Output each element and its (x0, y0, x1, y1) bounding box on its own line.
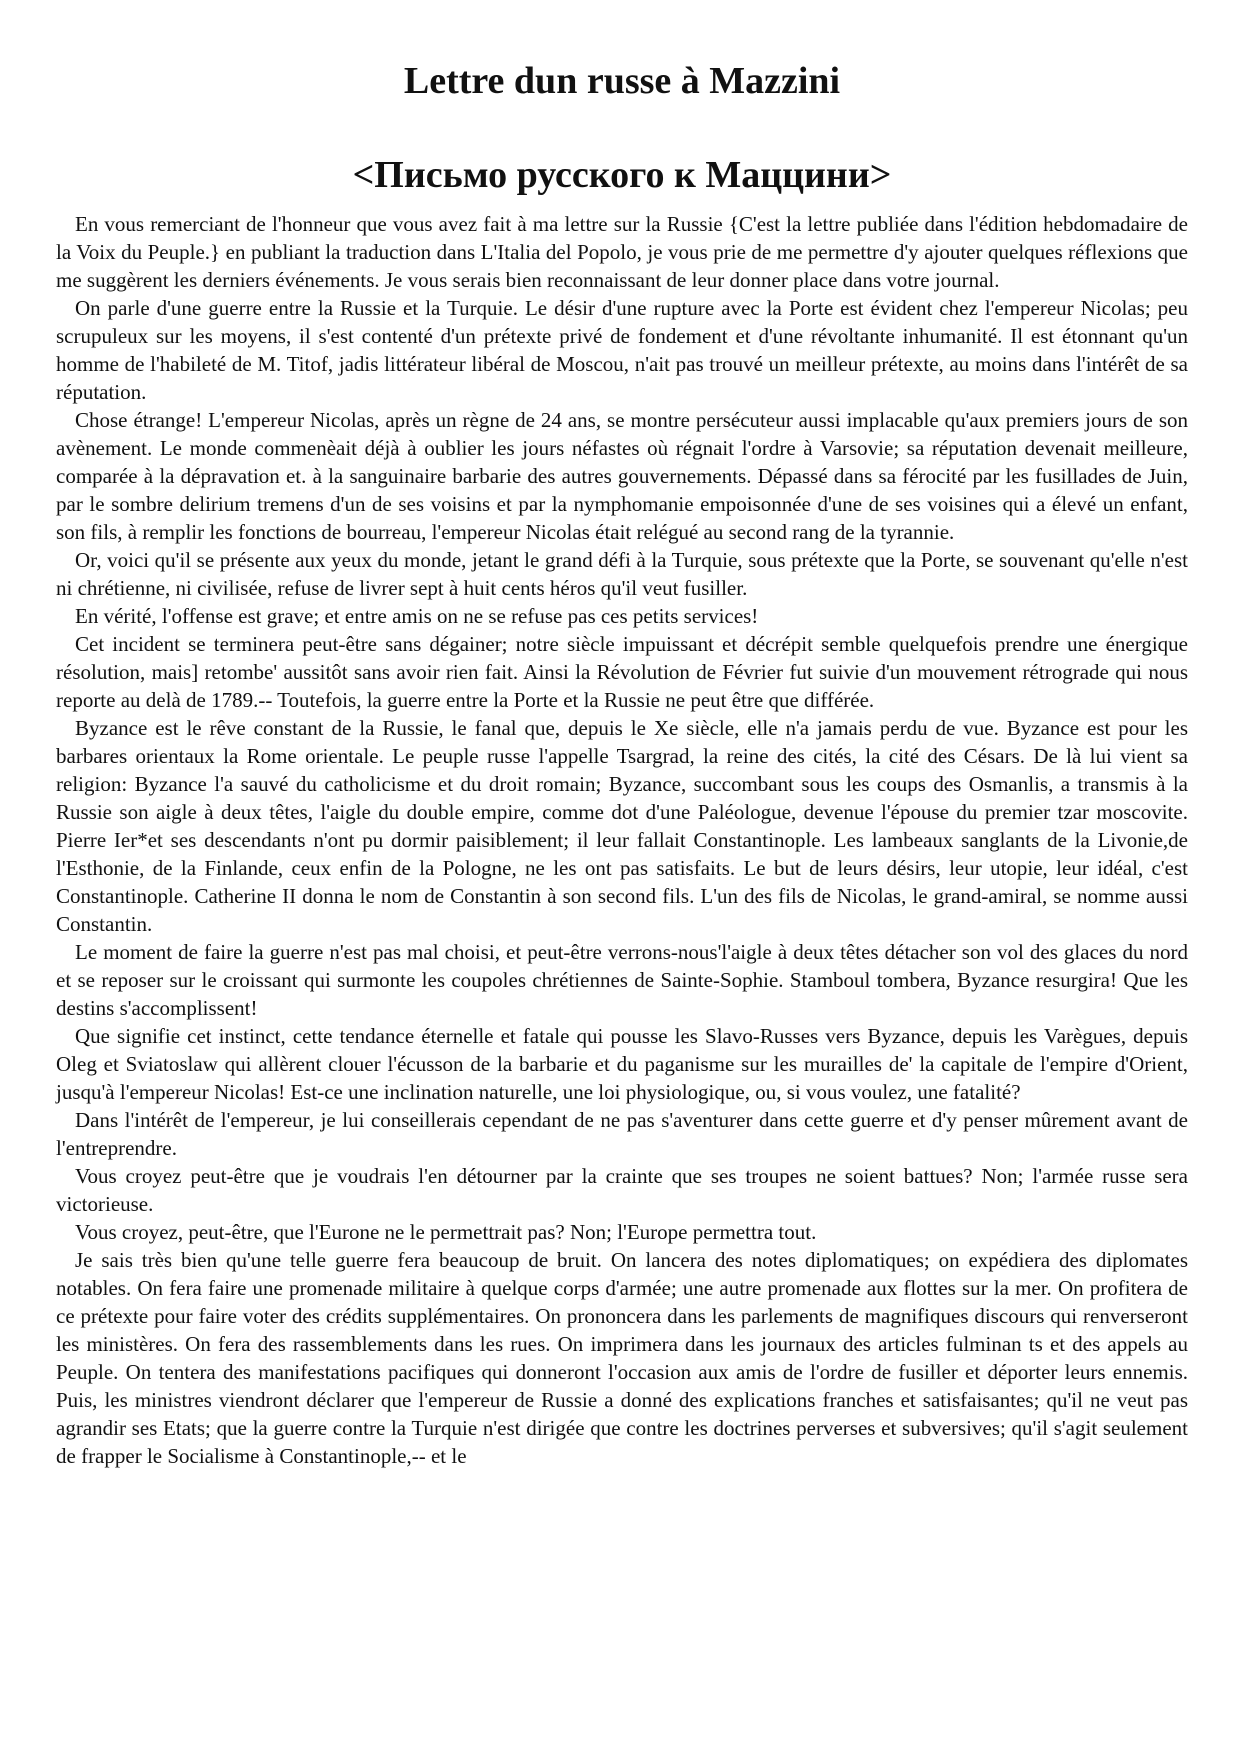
paragraph: Or, voici qu'il se présente aux yeux du monde, jetant le grand défi à la Turquie, sous prétexte que la Porte, se souvenant qu'elle n'est ni chrétienne, ni civilisée, refuse de livrer sept à huit cents héros qu'il veut fusiller. (56, 548, 1188, 600)
paragraph: Le moment de faire la guerre n'est pas mal choisi, et peut-être verrons-nous'l'aigle à deux têtes détacher son vol des glaces du nord et se reposer sur le croissant qui surmonte les coupoles chrétiennes de Sainte-Sophie. Stamboul tombera, Byzance resurgira! Que les destins s'accomplissent! (56, 940, 1188, 1020)
paragraph: On parle d'une guerre entre la Russie et la Turquie. Le désir d'une rupture avec la Porte est évident chez l'empereur Nicolas; peu scrupuleux sur les moyens, il s'est contenté d'un prétexte privé de fondement et d'une révoltante inhumanité. Il est étonnant qu'un homme de l'habileté de M. Titof, jadis littérateur libéral de Moscou, n'ait pas trouvé un meilleur prétexte, au moins dans l'intérêt de sa réputation. (56, 296, 1188, 404)
document-body (56, 210, 1188, 1470)
paragraph: Je sais très bien qu'une telle guerre fera beaucoup de bruit. On lancera des notes diplomatiques; on expédiera des diplomates notables. On fera faire une promenade militaire à quelque corps d'armée; une autre promenade aux flottes sur la mer. On profitera de ce prétexte pour faire voter des crédits supplémentaires. On prononcera dans les parlements de magnifiques discours qui renverseront les ministères. On fera des rassemblements dans les rues. On imprimera dans les journaux des articles fulminan ts et des appels au Peuple. On tentera des manifestations pacifiques qui donneront l'occasion aux amis de l'ordre de fusiller et déporter leurs ennemis. Puis, les ministres viendront déclarer que l'empereur de Russie a donné des explications franches et satisfaisantes; qu'il ne veut pas agrandir ses Etats; que la guerre contre la Turquie n'est dirigée que contre les doctrines perverses et subversives; qu'il s'agit seulement de frapper le Socialisme à Constantinople,-- et le (56, 1248, 1188, 1468)
document-subtitle: <Письмо русского к Маццини> (352, 154, 892, 196)
paragraph: Chose étrange! L'empereur Nicolas, après un règne de 24 ans, se montre persécuteur aussi implacable qu'aux premiers jours de son avènement. Le monde commenèait déjà à oublier les jours néfastes où régnait l'ordre à Varsovie; sa réputation devenait meilleure, comparée à la dépravation et. à la sanguinaire barbarie des autres gouvernements. Dépassé dans sa férocité par les fusillades de Juin, par le sombre delirium tremens d'un de ses voisins et par la nymphomanie empoisonnée d'une de ses voisines qui a élevé un enfant, son fils, à remplir les fonctions de bourreau, l'empereur Nicolas était relégué au second rang de la tyrannie. (56, 408, 1188, 544)
paragraph: Cet incident se terminera peut-être sans dégainer; notre siècle impuissant et décrépit semble quelquefois prendre une énergique résolution, mais] retombe' aussitôt sans avoir rien fait. Ainsi la Révolution de Février fut suivie d'un mouvement rétrograde qui nous reporte au delà de 1789.-- Toutefois, la guerre entre la Porte et la Russie ne peut être que différée. (56, 632, 1188, 712)
paragraph: Dans l'intérêt de l'empereur, je lui conseillerais cependant de ne pas s'aventurer dans cette guerre et d'y penser mûrement avant de l'entreprendre. (56, 1108, 1188, 1160)
paragraph: Que signifie cet instinct, cette tendance éternelle et fatale qui pousse les Slavo-Russes vers Byzance, depuis les Varègues, depuis Oleg et Sviatoslaw qui allèrent clouer l'écusson de la barbarie et du paganisme sur les murailles de' la capitale de l'empire d'Orient, jusqu'à l'empereur Nicolas! Est-ce une inclination naturelle, une loi physiologique, ou, si vous voulez, une fatalité? (56, 1024, 1188, 1104)
paragraph: En vous remerciant de l'honneur que vous avez fait à ma lettre sur la Russie {C'est la lettre publiée dans l'édition hebdomadaire de la Voix du Peuple.} en publiant la traduction dans L'Italia del Popolo, je vous prie de me permettre d'y ajouter quelques réflexions que me suggèrent les derniers événements. Je vous serais bien reconnaissant de leur donner place dans votre journal. (56, 212, 1188, 292)
paragraph: Byzance est le rêve constant de la Russie, le fanal que, depuis le Xe siècle, elle n'a jamais perdu de vue. Byzance est pour les barbares orientaux la Rome orientale. Le peuple russe l'appelle Tsargrad, la reine des cités, la cité des Césars. De là lui vient sa religion: Byzance l'a sauvé du catholicisme et du droit romain; Byzance, succombant sous les coups des Osmanlis, a transmis à la Russie son aigle à deux têtes, l'aigle du double empire, comme dot d'une Paléologue, devenue l'épouse du premier tzar moscovite. Pierre Ier*et ses descendants n'ont pu dormir paisiblement; il leur fallait Constantinople. Les lambeaux sanglants de la Livonie,de l'Esthonie, de la Finlande, ceux enfin de la Pologne, ne les ont pas satisfaits. Le but de leurs désirs, leur utopie, leur idéal, c'est Constantinople. Catherine II donna le nom de Constantin à son second fils. L'un des fils de Nicolas, le grand-amiral, se nomme aussi Constantin. (56, 716, 1188, 936)
document-title: Lettre dun russe à Mazzini (403, 60, 841, 102)
paragraph: Vous croyez peut-être que je voudrais l'en détourner par la crainte que ses troupes ne soient battues? Non; l'armée russe sera victorieuse. (56, 1164, 1188, 1216)
paragraph: Vous croyez, peut-être, que l'Eurone ne le permettrait pas? Non; l'Europe permettra tout. (75, 1220, 817, 1244)
paragraph: En vérité, l'offense est grave; et entre amis on ne se refuse pas ces petits services! (75, 604, 759, 628)
